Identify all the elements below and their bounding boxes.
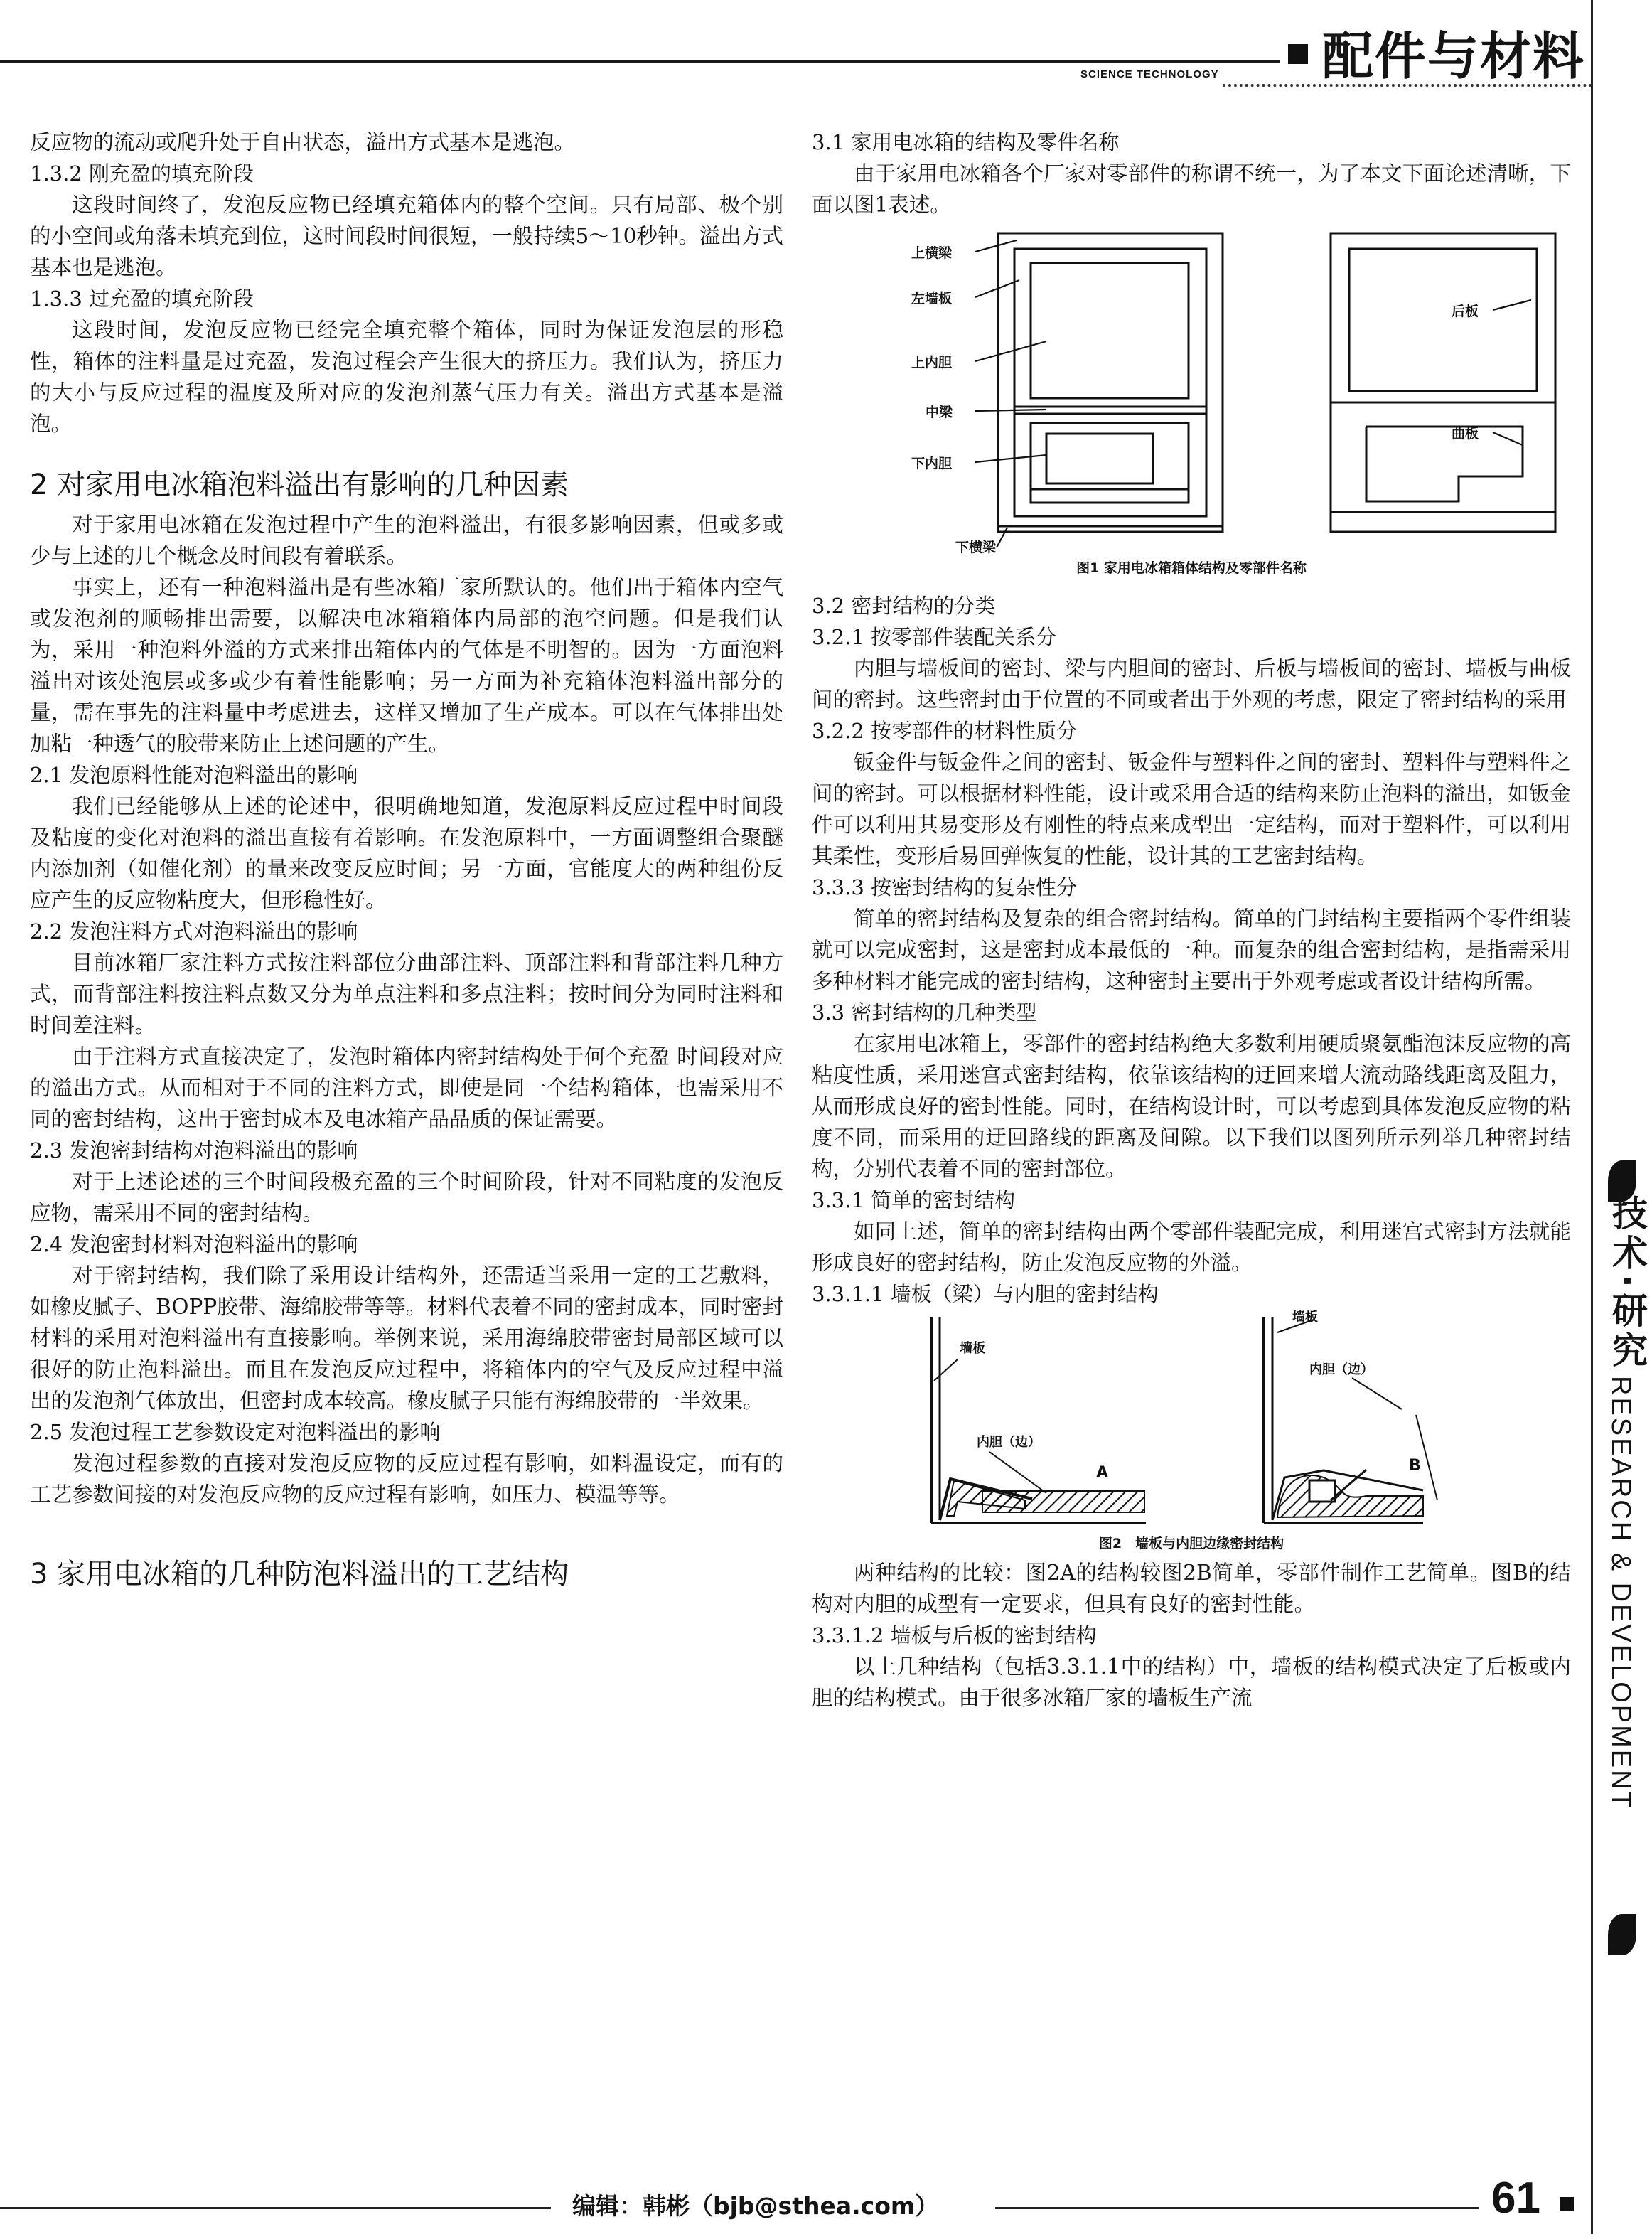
paragraph: 由于家用电冰箱各个厂家对零部件的称谓不统一，为了本文下面论述清晰，下面以图1表述。	[812, 161, 1571, 217]
section-heading: 3.2 密封结构的分类	[812, 594, 996, 618]
footer-editor: 编辑：韩彬（bjb@sthea.com）	[572, 2192, 939, 2220]
fig2a-label: A	[1096, 1464, 1109, 1482]
paragraph: 两种结构的比较：图2A的结构较图2B简单，零部件制作工艺简单。图B的结构对内胆的成型有一定要求，但具有良好的密封性能。	[812, 1561, 1571, 1616]
fig2b-label-wall: 墙板	[1292, 1310, 1318, 1325]
right-column	[812, 127, 1571, 1714]
section-heading: 1.3.3 过充盈的填充阶段	[30, 287, 254, 311]
fig1-label-bottom-beam: 下横梁	[955, 540, 997, 555]
header-rule	[0, 60, 1280, 63]
figure-1	[812, 220, 1571, 584]
paragraph: 这段时间，发泡反应物已经完全填充整个箱体，同时为保证发泡层的形稳性，箱体的注料量是过充盈，发泡过程会产生很大的挤压力。我们认为，挤压力的大小与反应过程的温度及所对应的发泡剂蒸气压力有关。溢出方式基本是溢泡。	[30, 318, 783, 436]
paragraph: 反应物的流动或爬升处于自由状态，溢出方式基本是逃泡。	[30, 130, 576, 154]
footer-rule-left	[0, 2207, 551, 2209]
fig1-label-curved-panel: 曲板	[1452, 426, 1479, 442]
paragraph: 由于注料方式直接决定了，发泡时箱体内密封结构处于何个充盈 时间段对应的溢出方式。从而相对于不同的注料方式，即使是同一个结构箱体，也需采用不同的密封结构，这出于密封成本及电冰箱产品品质的保证需要。	[30, 1044, 783, 1131]
paragraph: 以上几种结构（包括3.3.1.1中的结构）中，墙板的结构模式决定了后板或内胆的结构模式。由于很多冰箱厂家的墙板生产流	[812, 1655, 1571, 1710]
paragraph: 钣金件与钣金件之间的密封、钣金件与塑料件之间的密封、塑料件与塑料件之间的密封。可以根据材料性能，设计或采用合适的结构来防止泡料的溢出，如钣金件可以利用其易变形及有刚性的特点来成型出一定结构，而对于塑料件，可以利用其柔性，变形后易回弹恢复的性能，设计其的工艺密封结构。	[812, 750, 1571, 868]
paragraph: 如同上述，简单的密封结构由两个零部件装配完成，利用迷宫式密封方法就能形成良好的密封结构，防止发泡反应物的外溢。	[812, 1219, 1571, 1275]
sidebar-section-title: 技术·研究	[1607, 1195, 1648, 1372]
paragraph: 目前冰箱厂家注料方式按注料部位分曲部注料、顶部注料和背部注料几种方式，而背部注料按注料点数又分为单点注料和多点注料；按时间分为同时注料和时间差注料。	[30, 951, 783, 1037]
left-column	[30, 127, 783, 1598]
section-heading: 3.3.1 简单的密封结构	[812, 1188, 1016, 1212]
paragraph: 发泡过程参数的直接对发泡反应物的反应过程有影响，如料温设定，而有的工艺参数间接的对发泡反应物的反应过程有影响，如压力、模温等等。	[30, 1451, 783, 1507]
paragraph: 在家用电冰箱上，零部件的密封结构绝大多数利用硬质聚氨酯泡沫反应物的高粘度性质，采用迷宫式密封结构，依靠该结构的迂回来增大流动路线距离及阻力，从而形成良好的密封性能。同时，在结构设计时，可以考虑到具体发泡反应物的粘度不同，而采用的迂回路线的距离及间隙。以下我们以图列所示列举几种密封结构，分别代表着不同的密封部位。	[812, 1032, 1571, 1181]
section-heading: 2.4 发泡密封材料对泡料溢出的影响	[30, 1232, 358, 1256]
footer-square-icon	[1560, 2197, 1574, 2211]
section-heading: 3.3.3 按密封结构的复杂性分	[812, 875, 1078, 899]
fig2-diagram	[812, 1310, 1571, 1530]
section-heading: 3.3.1.1 墙板（梁）与内胆的密封结构	[812, 1282, 1159, 1306]
section-heading: 3.3 密封结构的几种类型	[812, 1000, 1037, 1025]
figure-2	[812, 1310, 1571, 1557]
section-heading: 2.3 发泡密封结构对泡料溢出的影响	[30, 1138, 358, 1163]
section-heading: 1.3.2 刚充盈的填充阶段	[30, 161, 254, 186]
fig1-label-back-panel: 后板	[1452, 304, 1479, 319]
section-heading: 3.2.2 按零部件的材料性质分	[812, 719, 1078, 743]
figure-2-caption: 图2 墙板与内胆边缘密封结构	[1098, 1536, 1284, 1551]
paragraph: 对于密封结构，我们除了采用设计结构外，还需适当采用一定的工艺敷料，如橡皮腻子、BOPP胶带、海绵胶带等等。材料代表着不同的密封成本，同时密封材料的采用对泡料溢出有直接影响。举例来说，采用海绵胶带密封局部区域可以很好的防止泡料溢出。而且在发泡反应过程中，将箱体内的空气及反应过程中溢出的发泡剂气体放出，但密封成本较高。橡皮腻子只能有海绵胶带的一半效果。	[30, 1263, 783, 1413]
fig1-label-mid-beam: 中梁	[926, 405, 953, 420]
paragraph: 这段时间终了，发泡反应物已经填充箱体内的整个空间。只有局部、极个别的小空间或角落未填充到位，这时间段时间很短，一般持续5～10秒钟。溢出方式基本也是逃泡。	[30, 193, 783, 279]
chapter-heading: 2 对家用电冰箱泡料溢出有影响的几种因素	[30, 469, 569, 501]
fig1-label-lower-liner: 下内胆	[911, 456, 953, 471]
paragraph: 对于上述论述的三个时间段极充盈的三个时间阶段，针对不同粘度的发泡反应物，需采用不同的密封结构。	[30, 1170, 783, 1225]
fig2b-label-liner: 内胆（边）	[1309, 1362, 1373, 1377]
page-border-line	[1591, 0, 1593, 2234]
paragraph: 事实上，还有一种泡料溢出是有些冰箱厂家所默认的。他们出于箱体内空气或发泡剂的顺畅排出需要，以解决电冰箱箱体内局部的泡空问题。但是我们认为，采用一种泡料外溢的方式来排出箱体内的气体是不明智的。因为一方面泡料溢出对该处泡层或多或少有着性能影响；另一方面为补充箱体泡料溢出部分的量，需在事先的注料量中考虑进去，这样又增加了生产成本。可以在气体排出处加粘一种透气的胶带来防止上述问题的产生。	[30, 575, 783, 756]
fig2a-label-liner: 内胆（边）	[977, 1435, 1041, 1450]
paragraph: 对于家用电冰箱在发泡过程中产生的泡料溢出，有很多影响因素，但或多或少与上述的几个概念及时间段有着联系。	[30, 513, 783, 568]
section-heading: 3.1 家用电冰箱的结构及零件名称	[812, 130, 1120, 154]
paragraph: 简单的密封结构及复杂的组合密封结构。简单的门封结构主要指两个零件组装就可以完成密封，这是密封成本最低的一种。而复杂的组合密封结构，是指需采用多种材料才能完成的密封结构，这种密封主要出于外观考虑或者设计结构所需。	[812, 907, 1571, 993]
fig1-diagram	[812, 220, 1571, 555]
fig2b-label: B	[1409, 1457, 1421, 1475]
paragraph: 我们已经能够从上述的论述中，很明确地知道，发泡原料反应过程中时间段及粘度的变化对泡料的溢出直接有着影响。在发泡原料中，一方面调整组合聚醚内添加剂（如催化剂）的量来改变反应时间；另一方面，官能度大的两种组份反应产生的反应物粘度大，但形稳性好。	[30, 794, 783, 912]
figure-1-caption: 图1 家用电冰箱箱体结构及零部件名称	[1076, 560, 1307, 576]
section-heading: 3.3.1.2 墙板与后板的密封结构	[812, 1623, 1097, 1647]
sidebar-section-subtitle: RESEARCH & DEVELOPMENT	[1606, 1376, 1636, 1810]
section-heading: 2.1 发泡原料性能对泡料溢出的影响	[30, 763, 358, 787]
fig2a-label-wall: 墙板	[960, 1341, 985, 1356]
header-square-icon	[1288, 44, 1308, 64]
footer-rule-right	[995, 2207, 1479, 2209]
section-heading: 3.2.1 按零部件装配关系分	[812, 625, 1057, 649]
fig2b-sketch	[1264, 1317, 1437, 1523]
header-dotted-rule	[1223, 84, 1592, 87]
fig1-label-left-wall: 左墙板	[911, 291, 953, 306]
section-category: 配件与材料	[1322, 26, 1586, 86]
fig1-label-top-beam: 上横梁	[911, 245, 953, 261]
fig1-label-upper-liner: 上内胆	[911, 355, 953, 370]
leaf-icon	[1608, 1914, 1636, 1955]
chapter-heading: 3 家用电冰箱的几种防泡料溢出的工艺结构	[30, 1558, 569, 1591]
journal-name: SCIENCE TECHNOLOGY	[1080, 68, 1219, 80]
section-heading: 2.5 发泡过程工艺参数设定对泡料溢出的影响	[30, 1420, 441, 1444]
page-number: 61	[1491, 2174, 1540, 2223]
section-heading: 2.2 发泡注料方式对泡料溢出的影响	[30, 919, 358, 944]
paragraph: 内胆与墙板间的密封、梁与内胆间的密封、后板与墙板间的密封、墙板与曲板间的密封。这些密封由于位置的不同或者出于外观的考虑，限定了密封结构的采用	[812, 656, 1571, 712]
